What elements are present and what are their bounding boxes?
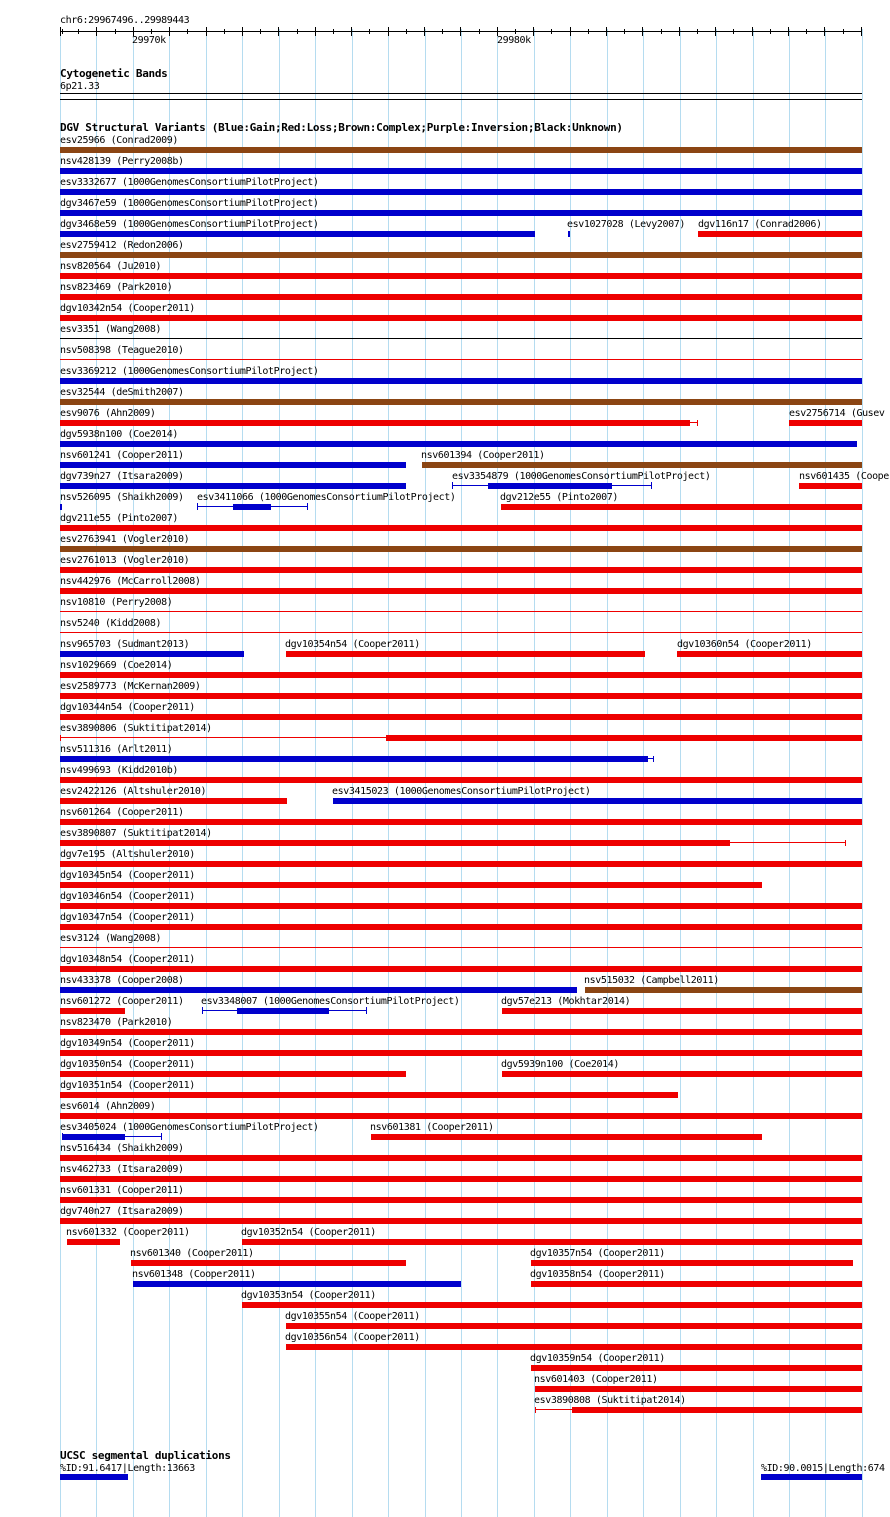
- variant-bar[interactable]: [531, 1365, 862, 1371]
- variant-label: nsv601332 (Cooper2011): [66, 1227, 190, 1238]
- variant-label: esv32544 (deSmith2007): [60, 387, 184, 398]
- variant-label: esv6014 (Ahn2009): [60, 1101, 156, 1112]
- variant-end-tick: [366, 1007, 367, 1014]
- ruler-tick: [715, 27, 716, 36]
- variant-label: dgv212e55 (Pinto2007): [500, 492, 619, 503]
- ruler-tick-label: 29980k: [497, 35, 531, 46]
- variant-bar[interactable]: [67, 1239, 120, 1245]
- variant-label: nsv462733 (Itsara2009): [60, 1164, 184, 1175]
- variant-label: esv3369212 (1000GenomesConsortiumPilotProject): [60, 366, 319, 377]
- variant-bar[interactable]: [131, 1260, 406, 1266]
- variant-bar[interactable]: [60, 546, 862, 552]
- variant-label: dgv10345n54 (Cooper2011): [60, 870, 195, 881]
- ruler-tick: [96, 27, 97, 36]
- variant-label: nsv516434 (Shaikh2009): [60, 1143, 184, 1154]
- variant-bar[interactable]: [535, 1386, 862, 1392]
- variant-bar[interactable]: [286, 1323, 862, 1329]
- variant-bar[interactable]: [60, 1029, 862, 1035]
- track-title-segdups[interactable]: UCSC segmental duplications: [60, 1449, 231, 1462]
- ruler-tick: [242, 27, 243, 36]
- variant-bar[interactable]: [371, 1134, 762, 1140]
- variant-bar[interactable]: [60, 189, 862, 195]
- variant-bar[interactable]: [60, 714, 862, 720]
- variant-bar[interactable]: [60, 420, 690, 426]
- variant-bar[interactable]: [60, 777, 862, 783]
- variant-label: nsv823470 (Park2010): [60, 1017, 173, 1028]
- variant-label: dgv211e55 (Pinto2007): [60, 513, 179, 524]
- variant-label: esv3415023 (1000GenomesConsortiumPilotProject): [332, 786, 591, 797]
- variant-end-tick: [60, 735, 61, 741]
- ruler-arrow-left: [62, 29, 68, 34]
- ruler-tick: [843, 29, 844, 34]
- ruler-tick: [752, 27, 753, 36]
- variant-label: esv25966 (Conrad2009): [60, 135, 179, 146]
- variant-label: esv2422126 (Altshuler2010): [60, 786, 207, 797]
- variant-label: dgv10359n54 (Cooper2011): [530, 1353, 665, 1364]
- variant-bar[interactable]: [60, 483, 406, 489]
- variant-label: esv3124 (Wang2008): [60, 933, 162, 944]
- variant-bar[interactable]: [60, 273, 862, 279]
- variant-bar[interactable]: [60, 294, 862, 300]
- variant-bar[interactable]: [677, 651, 862, 657]
- variant-end-tick: [197, 503, 198, 510]
- variant-end-tick: [651, 482, 652, 489]
- variant-bar[interactable]: [60, 1197, 862, 1203]
- ruler-tick: [824, 27, 825, 36]
- variant-label: dgv10357n54 (Cooper2011): [530, 1248, 665, 1259]
- variant-end-tick: [452, 482, 453, 489]
- variant-bar[interactable]: [237, 1008, 329, 1014]
- variant-label: esv3348007 (1000GenomesConsortiumPilotProject): [201, 996, 460, 1007]
- variant-label: dgv5939n100 (Coe2014): [501, 1059, 620, 1070]
- ruler-tick: [661, 29, 662, 34]
- variant-bar[interactable]: [60, 1176, 862, 1182]
- variant-bar[interactable]: [60, 147, 862, 153]
- variant-label: esv3351 (Wang2008): [60, 324, 162, 335]
- variant-label: esv3411066 (1000GenomesConsortiumPilotProject): [197, 492, 456, 503]
- variant-bar[interactable]: [242, 1302, 862, 1308]
- variant-bar[interactable]: [60, 1050, 862, 1056]
- segdup-feature[interactable]: [60, 1474, 128, 1480]
- variant-bar[interactable]: [60, 672, 862, 678]
- variant-label: nsv601394 (Cooper2011): [421, 450, 545, 461]
- variant-bar[interactable]: [60, 252, 862, 258]
- variant-bar[interactable]: [60, 819, 862, 825]
- variant-label: nsv965703 (Sudmant2013): [60, 639, 190, 650]
- variant-label: dgv10350n54 (Cooper2011): [60, 1059, 195, 1070]
- ruler-tick: [78, 29, 79, 34]
- variant-label: nsv428139 (Perry2008b): [60, 156, 184, 167]
- variant-bar[interactable]: [422, 462, 862, 468]
- variant-label: dgv7e195 (Altshuler2010): [60, 849, 195, 860]
- cytoband-border: [60, 99, 862, 100]
- variant-bar[interactable]: [799, 483, 862, 489]
- variant-bar[interactable]: [60, 756, 648, 762]
- ruler-tick: [60, 27, 61, 36]
- ruler-tick: [588, 29, 589, 34]
- variant-bar[interactable]: [133, 1281, 461, 1287]
- variant-label: dgv10360n54 (Cooper2011): [677, 639, 812, 650]
- ruler-tick: [115, 29, 116, 34]
- variant-bar[interactable]: [60, 359, 862, 360]
- ruler-tick: [369, 29, 370, 34]
- ruler-tick: [206, 27, 207, 36]
- variant-label: nsv601272 (Cooper2011): [60, 996, 184, 1007]
- variant-label: dgv10342n54 (Cooper2011): [60, 303, 195, 314]
- variant-bar[interactable]: [60, 693, 862, 699]
- track-title-dgv[interactable]: DGV Structural Variants (Blue:Gain;Red:Loss;Brown:Complex;Purple:Inversion;Black:Unknown): [60, 121, 623, 134]
- segdup-feature[interactable]: [761, 1474, 862, 1480]
- variant-label: nsv508398 (Teague2010): [60, 345, 184, 356]
- variant-line: [60, 737, 386, 738]
- variant-bar[interactable]: [501, 504, 862, 510]
- ruler-tick: [806, 29, 807, 34]
- variant-label: dgv10348n54 (Cooper2011): [60, 954, 195, 965]
- ruler-position: chr6:29967496..29989443: [60, 15, 190, 26]
- variant-label: esv3890807 (Suktitipat2014): [60, 828, 212, 839]
- variant-label: nsv823469 (Park2010): [60, 282, 173, 293]
- variant-bar[interactable]: [60, 1008, 125, 1014]
- variant-label: dgv10346n54 (Cooper2011): [60, 891, 195, 902]
- variant-line: [535, 1409, 572, 1410]
- track-title-cytoband[interactable]: Cytogenetic Bands: [60, 67, 168, 80]
- variant-bar[interactable]: [60, 651, 244, 657]
- variant-bar[interactable]: [60, 338, 862, 339]
- ruler-line: [60, 31, 862, 32]
- variant-bar[interactable]: [568, 231, 570, 237]
- variant-label: esv3405024 (1000GenomesConsortiumPilotProject): [60, 1122, 319, 1133]
- variant-label: nsv499693 (Kidd2010b): [60, 765, 179, 776]
- ruler-tick: [551, 29, 552, 34]
- variant-label: dgv740n27 (Itsara2009): [60, 1206, 184, 1217]
- variant-bar[interactable]: [233, 504, 271, 510]
- ruler-tick: [479, 29, 480, 34]
- variant-label: nsv601381 (Cooper2011): [370, 1122, 494, 1133]
- variant-bar[interactable]: [60, 966, 862, 972]
- variant-label: dgv10347n54 (Cooper2011): [60, 912, 195, 923]
- ruler-tick: [278, 27, 279, 36]
- variant-bar[interactable]: [60, 231, 535, 237]
- variant-line: [690, 422, 697, 423]
- ruler-tick: [679, 27, 680, 36]
- variant-label: nsv820564 (Ju2010): [60, 261, 162, 272]
- variant-bar[interactable]: [333, 798, 862, 804]
- variant-label: nsv1029669 (Coe2014): [60, 660, 173, 671]
- variant-bar[interactable]: [60, 504, 62, 510]
- variant-label: nsv511316 (Arlt2011): [60, 744, 173, 755]
- variant-label: dgv10358n54 (Cooper2011): [530, 1269, 665, 1280]
- cytoband-band[interactable]: [60, 93, 862, 94]
- ruler-tick-label: 29970k: [132, 35, 166, 46]
- variant-label: nsv433378 (Cooper2008): [60, 975, 184, 986]
- variant-bar[interactable]: [60, 567, 862, 573]
- variant-bar[interactable]: [60, 1092, 678, 1098]
- variant-label: dgv10344n54 (Cooper2011): [60, 702, 195, 713]
- ruler-tick: [770, 29, 771, 34]
- variant-label: dgv5938n100 (Coe2014): [60, 429, 179, 440]
- variant-label: nsv601241 (Cooper2011): [60, 450, 184, 461]
- variant-label: esv3890806 (Suktitipat2014): [60, 723, 212, 734]
- variant-label: esv9076 (Ahn2009): [60, 408, 156, 419]
- cytoband-label: 6p21.33: [60, 81, 100, 92]
- variant-end-tick: [653, 756, 654, 762]
- variant-label: nsv601348 (Cooper2011): [132, 1269, 256, 1280]
- variant-label: nsv601331 (Cooper2011): [60, 1185, 184, 1196]
- ruler-tick: [733, 29, 734, 34]
- variant-bar[interactable]: [242, 1239, 862, 1245]
- variant-label: esv2756714 (Gusev: [789, 408, 885, 419]
- variant-bar[interactable]: [572, 1407, 862, 1413]
- variant-label: dgv3467e59 (1000GenomesConsortiumPilotProject): [60, 198, 319, 209]
- variant-bar[interactable]: [60, 525, 862, 531]
- variant-bar[interactable]: [585, 987, 862, 993]
- variant-label: esv3890808 (Suktitipat2014): [534, 1395, 686, 1406]
- variant-label: nsv601340 (Cooper2011): [130, 1248, 254, 1259]
- variant-label: dgv3468e59 (1000GenomesConsortiumPilotProject): [60, 219, 319, 230]
- variant-label: dgv10354n54 (Cooper2011): [285, 639, 420, 650]
- variant-bar[interactable]: [60, 840, 730, 846]
- ruler-tick: [388, 27, 389, 36]
- variant-bar[interactable]: [386, 735, 862, 741]
- variant-bar[interactable]: [488, 483, 612, 489]
- variant-bar[interactable]: [502, 1008, 862, 1014]
- variant-end-tick: [202, 1007, 203, 1014]
- variant-label: nsv601435 (Coope: [799, 471, 889, 482]
- variant-label: dgv10351n54 (Cooper2011): [60, 1080, 195, 1091]
- variant-label: nsv5240 (Kidd2008): [60, 618, 162, 629]
- variant-bar[interactable]: [60, 882, 762, 888]
- variant-bar[interactable]: [60, 1155, 862, 1161]
- ruler-tick: [333, 29, 334, 34]
- variant-bar[interactable]: [531, 1260, 853, 1266]
- variant-bar[interactable]: [60, 861, 862, 867]
- variant-bar[interactable]: [60, 315, 862, 321]
- variant-bar[interactable]: [60, 798, 287, 804]
- variant-label: dgv10352n54 (Cooper2011): [241, 1227, 376, 1238]
- variant-label: dgv10353n54 (Cooper2011): [241, 1290, 376, 1301]
- variant-label: nsv601264 (Cooper2011): [60, 807, 184, 818]
- variant-bar[interactable]: [698, 231, 862, 237]
- variant-label: nsv442976 (McCarroll2008): [60, 576, 201, 587]
- variant-bar[interactable]: [789, 420, 862, 426]
- segdup-label: %ID:90.0015|Length:674: [761, 1463, 885, 1474]
- variant-label: esv3332677 (1000GenomesConsortiumPilotProject): [60, 177, 319, 188]
- variant-label: esv3354879 (1000GenomesConsortiumPilotProject): [452, 471, 711, 482]
- ruler-tick: [169, 27, 170, 36]
- ruler-tick: [406, 29, 407, 34]
- variant-label: dgv10356n54 (Cooper2011): [285, 1332, 420, 1343]
- ruler-tick: [424, 27, 425, 36]
- variant-bar[interactable]: [531, 1281, 862, 1287]
- variant-bar[interactable]: [60, 1071, 406, 1077]
- variant-end-tick: [697, 420, 698, 426]
- variant-label: esv2759412 (Redon2006): [60, 240, 184, 251]
- ruler-tick: [442, 29, 443, 34]
- ruler-tick: [260, 29, 261, 34]
- variant-bar[interactable]: [60, 399, 862, 405]
- ruler-tick: [351, 27, 352, 36]
- variant-bar[interactable]: [286, 1344, 862, 1350]
- ruler-tick: [533, 27, 534, 36]
- variant-bar[interactable]: [60, 903, 862, 909]
- ruler-tick: [187, 29, 188, 34]
- ruler-tick: [570, 27, 571, 36]
- variant-label: nsv10810 (Perry2008): [60, 597, 173, 608]
- variant-end-tick: [535, 1407, 536, 1413]
- variant-bar[interactable]: [60, 588, 862, 594]
- ruler-tick: [624, 29, 625, 34]
- variant-bar[interactable]: [60, 611, 862, 612]
- variant-bar[interactable]: [60, 210, 862, 216]
- variant-label: nsv515032 (Campbell2011): [584, 975, 719, 986]
- variant-label: dgv10349n54 (Cooper2011): [60, 1038, 195, 1049]
- ruler-tick: [642, 27, 643, 36]
- variant-label: dgv116n17 (Conrad2006): [698, 219, 822, 230]
- variant-bar[interactable]: [60, 462, 406, 468]
- variant-label: esv2589773 (McKernan2009): [60, 681, 201, 692]
- variant-end-tick: [307, 503, 308, 510]
- variant-bar[interactable]: [60, 947, 862, 948]
- variant-bar[interactable]: [60, 1218, 862, 1224]
- ruler-tick: [861, 27, 862, 36]
- variant-bar[interactable]: [60, 1113, 862, 1119]
- variant-bar[interactable]: [60, 378, 862, 384]
- ruler-tick: [315, 27, 316, 36]
- grid-line: [862, 29, 863, 1517]
- variant-end-tick: [161, 1133, 162, 1140]
- variant-label: dgv739n27 (Itsara2009): [60, 471, 184, 482]
- variant-bar[interactable]: [502, 1071, 862, 1077]
- ruler-tick: [697, 29, 698, 34]
- variant-bar[interactable]: [60, 987, 577, 993]
- ruler-tick: [297, 29, 298, 34]
- variant-label: nsv526095 (Shaikh2009): [60, 492, 184, 503]
- variant-bar[interactable]: [60, 168, 862, 174]
- variant-label: dgv57e213 (Mokhtar2014): [501, 996, 631, 1007]
- ruler-tick: [224, 29, 225, 34]
- variant-bar[interactable]: [60, 632, 862, 633]
- variant-line: [730, 842, 845, 843]
- variant-label: nsv601403 (Cooper2011): [534, 1374, 658, 1385]
- ruler-tick: [515, 29, 516, 34]
- variant-end-tick: [845, 840, 846, 846]
- variant-bar[interactable]: [60, 924, 862, 930]
- segdup-label: %ID:91.6417|Length:13663: [60, 1463, 195, 1474]
- ruler-tick: [151, 29, 152, 34]
- ruler-tick: [460, 27, 461, 36]
- variant-bar[interactable]: [286, 651, 645, 657]
- variant-bar[interactable]: [62, 1134, 125, 1140]
- variant-bar[interactable]: [60, 441, 857, 447]
- variant-label: esv2761013 (Vogler2010): [60, 555, 190, 566]
- ruler-tick: [788, 27, 789, 36]
- ruler-tick: [606, 27, 607, 36]
- variant-label: dgv10355n54 (Cooper2011): [285, 1311, 420, 1322]
- variant-label: esv1027028 (Levy2007): [567, 219, 686, 230]
- variant-label: esv2763941 (Vogler2010): [60, 534, 190, 545]
